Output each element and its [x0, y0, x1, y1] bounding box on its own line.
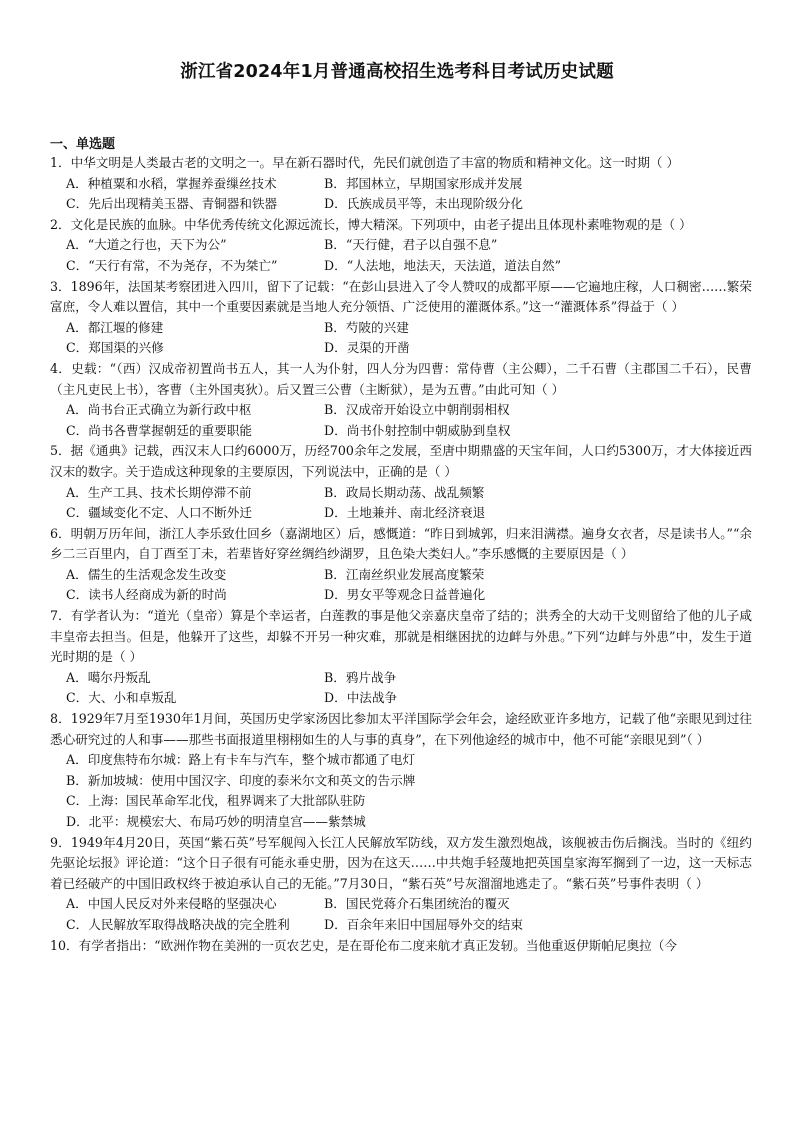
- answer-option: A．生产工具、技术长期停滞不前: [66, 484, 252, 500]
- answer-option: B．汉成帝开始设立中朝削弱相权: [324, 402, 510, 418]
- question-stem: 4．史载：“（西）汉成帝初置尚书五人，其一人为仆射，四人分为四曹：常侍曹（主公卿），二千石曹（主郡国二千石），民曹（主凡吏民上书），客曹（主外国夷狄）。后又置三公曹（主断狱），是为五曹。”由此可知（ ）: [50, 360, 752, 397]
- question-list: [50, 153, 752, 956]
- question-stem: 1．中华文明是人类最古老的文明之一。早在新石器时代，先民们就创造了丰富的物质和精神文化。这一时期（ ）: [50, 155, 680, 170]
- answer-option: B．江南丝织业发展高度繁荣: [324, 566, 485, 582]
- answer-option: C．读书人经商成为新的时尚: [66, 587, 227, 603]
- question-item: [50, 833, 752, 936]
- question-item: [50, 606, 752, 709]
- answer-option: A．“大道之行也，天下为公”: [66, 237, 227, 253]
- question-item: [50, 215, 752, 277]
- answer-option: B．邦国林立，早期国家形成并发展: [324, 175, 523, 191]
- option-group: [50, 750, 752, 832]
- answer-option: C．尚书各曹掌握朝廷的重要职能: [66, 422, 252, 438]
- answer-option: B．国民党蒋介石集团统治的覆灭: [324, 896, 510, 912]
- question-stem: 2．文化是民族的血脉。中华优秀传统文化源远流长，博大精深。下列项中，由老子提出且体现朴素唯物观的是（ ）: [50, 216, 692, 232]
- answer-option: C．大、小和卓叛乱: [66, 690, 177, 706]
- answer-option: A．都江堰的修建: [66, 319, 164, 335]
- answer-option: B．政局长期动荡、战乱频繁: [324, 484, 485, 500]
- answer-option: D．北平：规模宏大、布局巧妙的明清皇宫——紫禁城: [66, 814, 366, 829]
- answer-option: A．印度焦特布尔城：路上有卡车与汽车，整个城市都通了电灯: [66, 752, 416, 768]
- answer-option: C．疆域变化不定、人口不断外迁: [66, 505, 252, 521]
- answer-option: B．新加坡城：使用中国汉字、印度的泰米尔文和英文的告示牌: [66, 772, 416, 788]
- option-group: [50, 318, 752, 359]
- answer-option: B．“天行健，君子以自强不息”: [324, 237, 498, 253]
- section-heading: 一、单选题: [50, 137, 116, 152]
- answer-option: A．噶尔丹叛乱: [66, 669, 151, 685]
- answer-option: B．鸦片战争: [324, 669, 397, 685]
- question-stem: 5．据《通典》记载，西汉末人口约6000万，历经700余年之发展，至唐中期鼎盛的天宝年间，人口约5300万，才大体接近西汉末的数字。关于造成这种现象的主要原因，下列说法中，正确的是（ ）: [50, 443, 752, 479]
- answer-option: A．儒生的生活观念发生改变: [66, 566, 227, 582]
- question-stem: 7．有学者认为：“道光（皇帝）算是个幸运者，白莲教的事是他父亲嘉庆皇帝了结的；洪秀全的大动干戈则留给了他的儿子咸丰皇帝去担当。但是，他躲开了这些，却躲不开另一种灾难，那就是相继困扰的边衅与外患。”下列“边衅与外患”中，发生于道光时期的是（ ）: [50, 608, 752, 665]
- answer-option: A．种植粟和水稻，掌握养蚕缫丝技术: [66, 175, 277, 191]
- answer-option: D．“人法地，地法天，天法道，道法自然”: [324, 257, 562, 273]
- question-item: [50, 277, 752, 359]
- answer-option: C．人民解放军取得战略决战的完全胜利: [66, 916, 290, 932]
- option-group: [50, 483, 752, 524]
- option-group: [50, 400, 752, 441]
- option-group: [50, 894, 752, 935]
- option-group: [50, 668, 752, 709]
- answer-option: D．氏族成员平等，未出现阶级分化: [324, 196, 524, 212]
- question-stem: 8．1929年7月至1930年1月间，英国历史学家汤因比参加太平洋国际学会年会，途经欧亚许多地方，记载了他“亲眼见到过往悉心研究过的人和事——那些书面报道里栩栩如生的人与事的真身”，在下列他途经的城市中，他不可能“亲眼见到”（ ）: [50, 711, 752, 747]
- answer-option: D．中法战争: [324, 690, 398, 706]
- answer-option: D．土地兼并、南北经济衰退: [324, 505, 486, 521]
- answer-option: C．郑国渠的兴修: [66, 340, 164, 356]
- option-group: [50, 235, 752, 276]
- question-stem: 9．1949年4月20日，英国“紫石英”号军舰闯入长江人民解放军防线，双方发生激烈炮战，该舰被击伤后搁浅。当时的《纽约先驱论坛报》评论道：“这个日子很有可能永垂史册，因为在这天……中共炮手轻蔑地把英国皇家海军搁到了一边，这一天标志着已经破产的中国旧政权终于被迫承认自己的无能。”7月30日，“紫石英”号灰溜溜地逃走了。“紫石英”号事件表明（ ）: [50, 834, 752, 891]
- answer-option: D．百余年来旧中国屈辱外交的结束: [324, 916, 524, 932]
- option-group: [50, 565, 752, 606]
- answer-option: C．“天行有常，不为尧存，不为桀亡”: [66, 257, 278, 273]
- answer-option: D．男女平等观念日益普遍化: [324, 587, 486, 603]
- answer-option: D．灵渠的开凿: [324, 340, 410, 356]
- question-stem: 6．明朝万历年间，浙江人李乐致仕回乡（嘉湖地区）后，感慨道：“昨日到城郭，归来泪满襟。遍身女衣者，尽是读书人。”“余乡二三百里内，自丁酉至丁未，若辈皆好穿丝绸绉纱湖罗，且色染大类妇人。”李乐感慨的主要原因是（ ）: [50, 525, 752, 562]
- question-item: [50, 359, 752, 441]
- question-stem: 3．1896年，法国某考察团进入四川，留下了记载：“在彭山县进入了令人赞叹的成都平原——它遍地庄稼，人口稠密……繁荣富庶，令人难以置信，其中一个重要因素就是当地人充分领悟、广泛使用的灌溉体系。”这一“灌溉体系”得益于（ ）: [50, 278, 752, 315]
- answer-option: A．中国人民反对外来侵略的坚强决心: [66, 896, 277, 912]
- page-title: 浙江省2024年1月普通高校招生选考科目考试历史试题: [180, 62, 614, 82]
- question-item: [50, 524, 752, 606]
- answer-option: C．上海：国民革命军北伐，租界调来了大批部队驻防: [66, 793, 366, 809]
- answer-option: A．尚书台正式确立为新行政中枢: [66, 402, 252, 418]
- question-item: [50, 153, 752, 215]
- answer-option: B．芍陂的兴建: [324, 319, 409, 335]
- answer-option: C．先后出现精美玉器、青铜器和铁器: [66, 196, 278, 212]
- option-group: [50, 174, 752, 215]
- question-item: [50, 709, 752, 833]
- question-item: [50, 441, 752, 523]
- question-item: [50, 936, 752, 957]
- answer-option: D．尚书仆射控制中朝威胁到皇权: [324, 422, 511, 438]
- question-stem: 10．有学者指出：“欧洲作物在美洲的一页农艺史，是在哥伦布二度来航才真正发轫。当他重返伊斯帕尼奥拉（今: [50, 937, 677, 953]
